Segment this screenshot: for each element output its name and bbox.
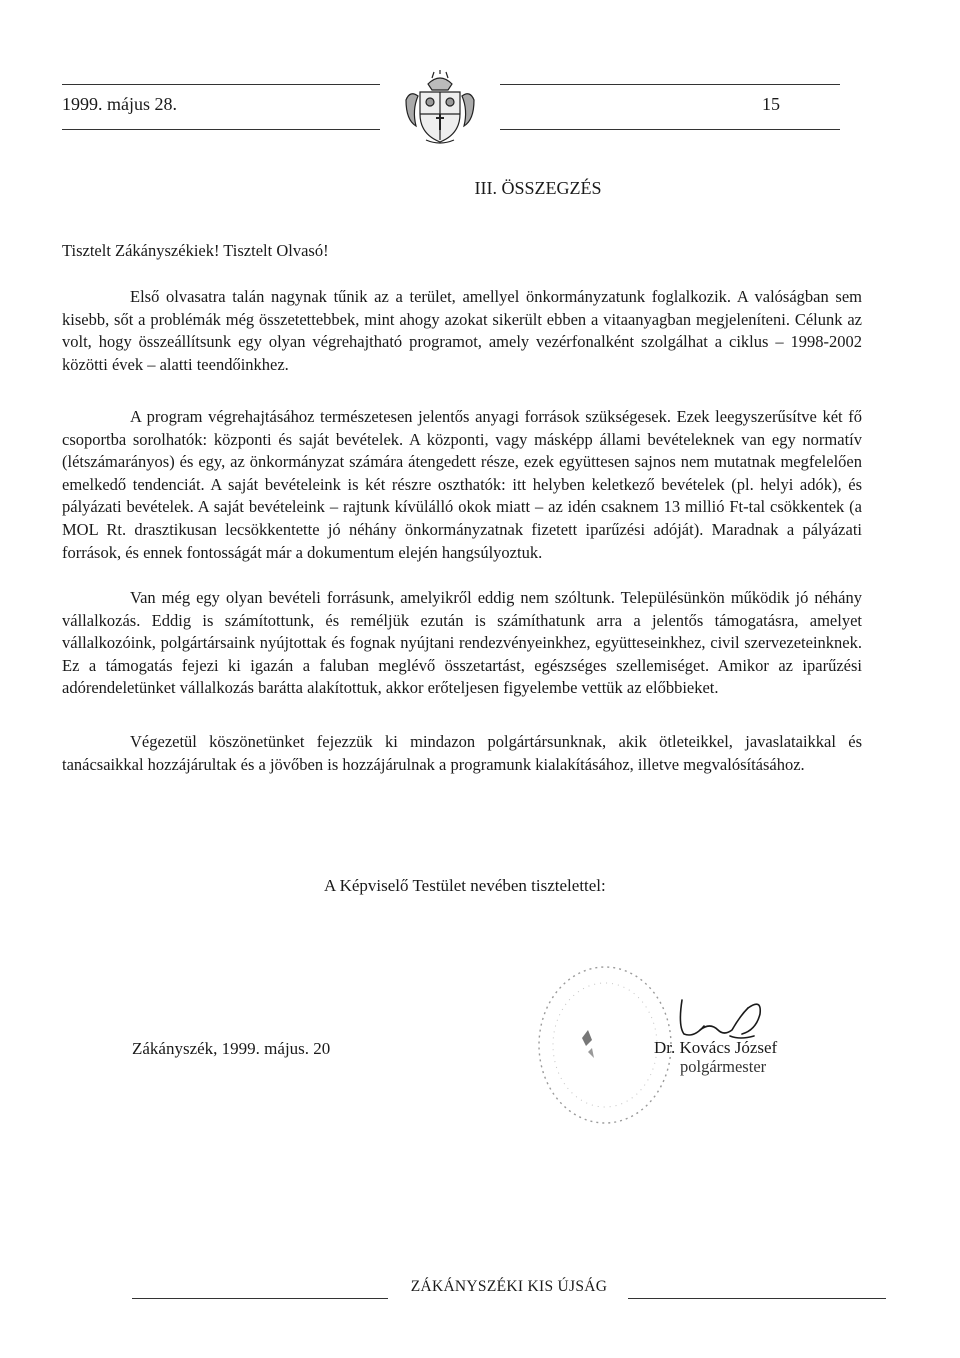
signer-name: Dr. Kovács József [654,1038,778,1057]
coat-of-arms-icon [398,70,482,146]
header-page-number: 15 [762,94,780,114]
paragraph [62,406,862,564]
paragraph-text: Van még egy olyan bevételi forrásunk, amelyikről eddig nem szóltunk. Településünkön működik jó néhány vállalkozás. Eddig is számítottunk, és reméljük ezután is számíthatunk arra a jelentős támogatásra, amelyet vállalkozóink, polgártársaink nyújtottak és fognak nyújtani rendezvényeinkhez, együtteseinkhez, civil szervezeteinknek. Ez a támogatás fejezi ki igazán a faluban meglévő összetartást, egészséges szellemiséget. Amikor az iparűzési adórendeletünket vállalkozás barátta alakítottuk, akkor erőteljesen figyelembe vettük az előbbieket. [62,588,862,698]
header-rule-left [62,84,380,85]
header-rule-right-bottom [500,129,840,130]
header-date: 1999. május 28. [62,94,177,114]
paragraph [62,286,862,376]
paragraph [62,731,862,776]
footer-rule-right [628,1298,886,1299]
paragraph-text: Végezetül köszönetünket fejezzük ki mindazon polgártársunknak, akik ötleteikkel, javaslataikkal és tanácsaikkal hozzájárultak és a jövőben is hozzájárulnak a programunk kialakításához, illetve megvalósításához. [62,732,862,774]
paragraph-text: A program végrehajtásához természetesen jelentős anyagi források szükségesek. Ezek leegyszerűsítve két fő csoportba sorolhatók: központi és saját bevételek. A központi, vagy másképp állami bevételeknek van egy normatív (létszámarányos) és egy, az önkormányzat számára átengedett része, ezek együttesen sajnos nem mutatnak megfelelően emelkedő tendenciát. A saját bevételeink is két részre oszthatók: itt helyben keletkező bevételek (pl. helyi adók), és pályázati bevételek. A saját bevételeink – rajtunk kívülálló okok miatt – az idén csaknem 13 millió Ft-tal csökkentek (a MOL Rt. drasztikusan lecsökkentette jó néhány önkormányzatnak fizetett iparűzési adóját). Maradnak a pályázati források, és ennek fontosságát már a dokumentum elején hangsúlyoztuk. [62,407,862,562]
paragraph-text: Első olvasatra talán nagynak tűnik az a terület, amellyel önkormányzatunk foglalkozik. A valóságban sem kisebb, sőt a problémák még összetettebbek, mint ahogy azokat sikerült ebben a vitaanyagban megjeleníteni. Célunk az volt, hogy összeállítsunk egy olyan végrehajtható programot, amely vezérfonalként szolgálhat a ciklus – 1998-2002 közötti évek – alatti teendőinkhez. [62,287,862,374]
closing-line: A Képviselő Testület nevében tisztelettel: [324,876,606,895]
section-title: III. ÖSSZEGZÉS [474,178,602,198]
signer-title: polgármester [680,1057,767,1076]
footer-rule-left [132,1298,388,1299]
salutation: Tisztelt Zákányszékiek! Tisztelt Olvasó! [62,241,329,260]
header-rule-right [500,84,840,85]
footer-publication-name: ZÁKÁNYSZÉKI KIS ÚJSÁG [410,1278,608,1295]
place-and-date: Zákányszék, 1999. május. 20 [132,1039,331,1058]
paragraph [62,587,862,700]
header-rule-left-bottom [62,129,380,130]
